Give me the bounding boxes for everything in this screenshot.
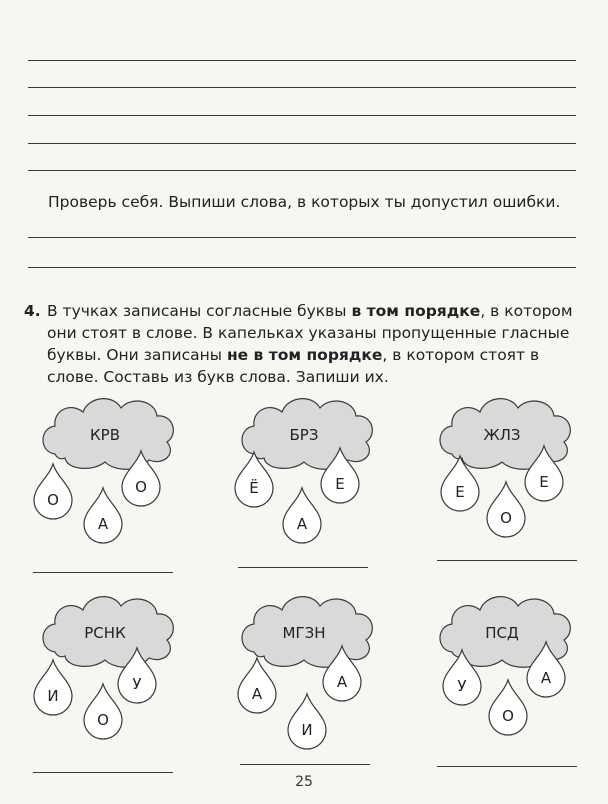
raindrop-letter: Е xyxy=(539,473,549,491)
answer-line[interactable] xyxy=(238,567,368,568)
raindrop-letter: А xyxy=(97,515,109,533)
raindrop-letter: О xyxy=(97,711,109,729)
raindrop-letter: А xyxy=(296,515,308,533)
task-number: 4. xyxy=(24,302,41,320)
instruction-emphasis: не в том порядке xyxy=(226,346,383,364)
word-group-2 xyxy=(232,392,402,582)
writing-line xyxy=(28,170,576,171)
cloud-letters: ЖЛЗ xyxy=(483,426,521,444)
writing-line xyxy=(28,143,576,144)
cloud xyxy=(43,399,173,470)
instruction-text: , в котором стоят в слове. Составь из букв слова. Запиши их. xyxy=(47,346,540,386)
raindrop xyxy=(489,680,527,735)
cloud-letters: ПСД xyxy=(485,624,519,642)
raindrop-letter: О xyxy=(47,491,59,509)
raindrop-letter: А xyxy=(540,669,552,687)
writing-line xyxy=(28,237,576,238)
raindrop-letter: О xyxy=(502,707,514,725)
raindrop-letter: О xyxy=(500,509,512,527)
writing-line xyxy=(28,267,576,268)
raindrop-letter: О xyxy=(135,478,147,496)
instruction-text: В тучках записаны согласные буквы xyxy=(47,302,352,320)
raindrop-letter: У xyxy=(132,675,142,693)
raindrop xyxy=(84,488,122,543)
word-group-5 xyxy=(232,590,402,780)
raindrop-letter: Ё xyxy=(249,479,259,497)
word-group-4 xyxy=(33,590,203,780)
raindrop-letter: Е xyxy=(455,483,465,501)
raindrop-letter: Е xyxy=(335,475,345,493)
raindrop xyxy=(34,464,72,519)
raindrop xyxy=(288,694,326,749)
word-group-1 xyxy=(33,392,203,582)
writing-line xyxy=(28,87,576,88)
cloud-letters: БРЗ xyxy=(289,426,319,444)
writing-line xyxy=(28,115,576,116)
answer-line[interactable] xyxy=(437,560,577,561)
cloud-letters: КРВ xyxy=(90,426,120,444)
cloud-letters: МГЗН xyxy=(282,624,326,642)
instruction-emphasis: в том порядке xyxy=(351,302,481,320)
writing-line xyxy=(28,60,576,61)
cloud xyxy=(242,399,372,470)
word-group-3 xyxy=(430,392,600,582)
answer-line[interactable] xyxy=(33,572,173,573)
self-check-instruction: Проверь себя. Выпиши слова, в которых ты допустил ошибки. xyxy=(48,193,561,211)
raindrop-letter: И xyxy=(47,687,59,705)
answer-line[interactable] xyxy=(437,766,577,767)
raindrop xyxy=(84,684,122,739)
answer-line[interactable] xyxy=(240,764,370,765)
task-instruction xyxy=(47,300,584,388)
word-group-6 xyxy=(430,590,600,780)
raindrop-letter: И xyxy=(301,721,313,739)
raindrop-letter: У xyxy=(457,677,467,695)
page-number: 25 xyxy=(295,774,313,790)
instruction-text: , в котором они стоят в слове. В капельках указаны пропущенные гласные буквы. Они записаны xyxy=(47,302,573,364)
raindrop xyxy=(487,482,525,537)
cloud xyxy=(242,597,372,668)
raindrop xyxy=(34,660,72,715)
answer-line[interactable] xyxy=(33,772,173,773)
task-4 xyxy=(24,300,584,388)
raindrop-letter: А xyxy=(251,685,263,703)
raindrop xyxy=(283,488,321,543)
raindrop-letter: А xyxy=(336,673,348,691)
cloud-letters: РСНК xyxy=(84,624,126,642)
cloud xyxy=(43,597,173,668)
raindrop xyxy=(238,658,276,713)
